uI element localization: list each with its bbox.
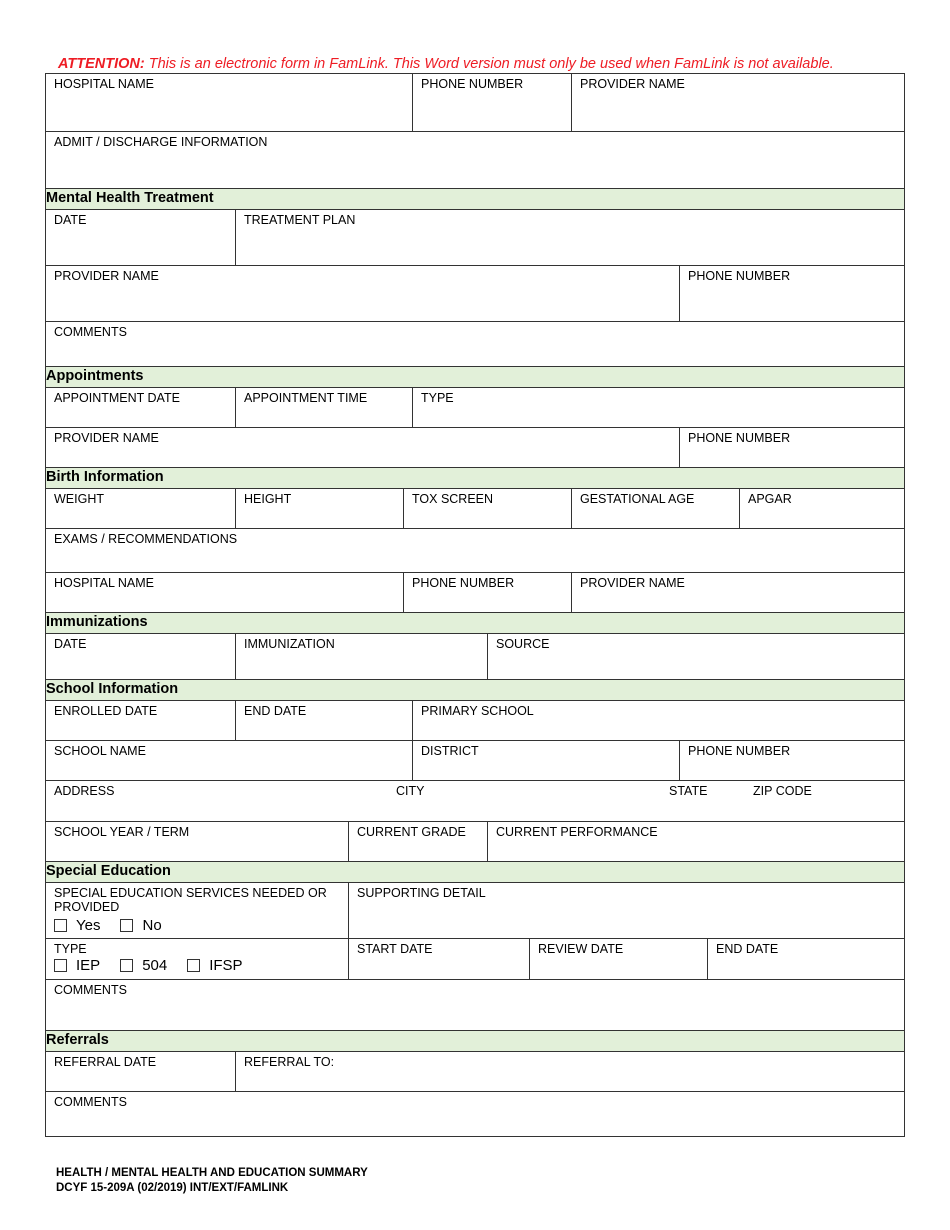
sped-comments-label: COMMENTS [54,983,127,997]
immunization-row [46,633,904,679]
tox-screen-field[interactable] [403,489,571,528]
school-name-field[interactable] [46,741,412,780]
gestational-age-label: GESTATIONAL AGE [580,492,695,506]
referral-row-1 [46,1051,904,1091]
admit-discharge-field[interactable] [46,132,904,188]
section-school-information [46,679,904,700]
birth-row-2 [46,528,904,572]
primary-school-field[interactable] [412,701,904,740]
tox-screen-label: TOX SCREEN [412,492,494,506]
section-immunizations [46,612,904,633]
school-row-3 [46,780,904,821]
immunization-label: IMMUNIZATION [244,637,335,651]
school-name-label: SCHOOL NAME [54,744,146,758]
weight-field[interactable] [46,489,235,528]
services-needed-label: SPECIAL EDUCATION SERVICES NEEDED OR PROVIDED [54,886,327,914]
ifsp-label: IFSP [209,957,243,974]
state-label: STATE [669,784,708,798]
height-label: HEIGHT [244,492,292,506]
appt-phone-number-label: PHONE NUMBER [688,431,791,445]
yes-checkbox[interactable] [54,919,67,932]
no-checkbox[interactable] [120,919,133,932]
sped-type-field [46,939,348,979]
current-grade-field[interactable] [348,822,487,861]
attention-notice [58,56,834,72]
imm-date-field[interactable] [46,634,235,679]
birth-phone-number-label: PHONE NUMBER [412,576,515,590]
mh-phone-number-field[interactable] [679,266,904,321]
ifsp-option[interactable] [187,957,242,974]
section-title: Special Education [46,863,171,879]
sped-row-1 [46,882,904,938]
phone-number-label: PHONE NUMBER [421,77,524,91]
provider-name-field[interactable] [571,74,904,131]
referral-date-label: REFERRAL DATE [54,1055,157,1069]
hospital-name-field[interactable] [46,74,412,131]
section-birth-information [46,467,904,488]
city-label: CITY [396,784,425,798]
form-footer [56,1166,368,1196]
referral-comments-field[interactable] [46,1092,904,1136]
apgar-label: APGAR [748,492,792,506]
504-option[interactable] [120,957,167,974]
section-special-education [46,861,904,882]
zip-code-field[interactable] [745,781,904,821]
504-checkbox[interactable] [120,959,133,972]
admit-discharge-label: ADMIT / DISCHARGE INFORMATION [54,135,268,149]
appt-provider-name-label: PROVIDER NAME [54,431,159,445]
appointment-time-label: APPOINTMENT TIME [244,391,368,405]
source-label: SOURCE [496,637,550,651]
appointment-type-label: TYPE [421,391,454,405]
current-performance-field[interactable] [487,822,904,861]
footer-title: HEALTH / MENTAL HEALTH AND EDUCATION SUMMARY [56,1167,368,1179]
section-title: School Information [46,681,179,697]
services-checkbox-group [54,917,340,934]
mh-provider-name-field[interactable] [46,266,679,321]
appt-row-2 [46,427,904,467]
ifsp-checkbox[interactable] [187,959,200,972]
weight-label: WEIGHT [54,492,104,506]
school-year-term-label: SCHOOL YEAR / TERM [54,825,190,839]
services-needed-field [46,883,348,938]
hospital-name-label: HOSPITAL NAME [54,77,155,91]
birth-provider-name-label: PROVIDER NAME [580,576,685,590]
attention-label: ATTENTION: [58,56,145,72]
address-label: ADDRESS [54,784,115,798]
district-field[interactable] [412,741,679,780]
birth-row-3 [46,572,904,612]
section-title: Birth Information [46,469,164,485]
school-phone-number-label: PHONE NUMBER [688,744,791,758]
source-field[interactable] [487,634,904,679]
admit-row [46,131,904,188]
start-date-field[interactable] [348,939,529,979]
phone-number-field[interactable] [412,74,571,131]
review-date-label: REVIEW DATE [538,942,624,956]
current-grade-label: CURRENT GRADE [357,825,466,839]
section-title: Immunizations [46,614,148,630]
section-title: Appointments [46,368,144,384]
mh-date-label: DATE [54,213,87,227]
sped-row-2 [46,938,904,979]
no-label: No [142,917,162,934]
yes-option[interactable] [54,917,100,934]
appt-phone-number-field[interactable] [679,428,904,467]
school-phone-number-field[interactable] [679,741,904,780]
enrolled-date-field[interactable] [46,701,235,740]
zip-code-label: ZIP CODE [753,784,812,798]
appointment-date-field[interactable] [46,388,235,427]
district-label: DISTRICT [421,744,479,758]
current-performance-label: CURRENT PERFORMANCE [496,825,658,839]
review-date-field[interactable] [529,939,707,979]
provider-name-label: PROVIDER NAME [580,77,685,91]
504-label: 504 [142,957,168,974]
mh-phone-number-label: PHONE NUMBER [688,269,791,283]
no-option[interactable] [120,917,161,934]
supporting-detail-field[interactable] [348,883,904,938]
birth-hospital-name-field[interactable] [46,573,403,612]
type-checkbox-group [54,957,340,974]
immunization-field[interactable] [235,634,487,679]
height-field[interactable] [235,489,403,528]
imm-date-label: DATE [54,637,87,651]
sped-end-date-field[interactable] [707,939,904,979]
yes-label: Yes [76,917,101,934]
school-row-4 [46,821,904,861]
apgar-field[interactable] [739,489,904,528]
sped-row-3 [46,979,904,1030]
exams-recommendations-label: EXAMS / RECOMMENDATIONS [54,532,238,546]
section-mental-health [46,188,904,209]
birth-hospital-name-label: HOSPITAL NAME [54,576,155,590]
appointment-date-label: APPOINTMENT DATE [54,391,180,405]
section-appointments [46,366,904,387]
treatment-plan-field[interactable] [235,210,904,265]
mh-comments-field[interactable] [46,322,904,366]
birth-row-1 [46,488,904,528]
section-referrals [46,1030,904,1051]
iep-label: IEP [76,957,101,974]
exams-recommendations-field[interactable] [46,529,904,572]
appointment-time-field[interactable] [235,388,412,427]
start-date-label: START DATE [357,942,433,956]
summary-form [45,73,905,1137]
sped-end-date-label: END DATE [716,942,779,956]
supporting-detail-label: SUPPORTING DETAIL [357,886,486,900]
mh-row-2 [46,265,904,321]
end-date-field[interactable] [235,701,412,740]
mh-row-1 [46,209,904,265]
birth-provider-name-field[interactable] [571,573,904,612]
attention-text: This is an electronic form in FamLink. This Word version must only be used when FamLink is not available. [144,56,834,72]
iep-option[interactable] [54,957,100,974]
referral-to-label: REFERRAL TO: [244,1055,335,1069]
iep-checkbox[interactable] [54,959,67,972]
appt-provider-name-field[interactable] [46,428,679,467]
sped-comments-field[interactable] [46,980,904,1030]
treatment-plan-label: TREATMENT PLAN [244,213,356,227]
section-title: Mental Health Treatment [46,190,214,206]
enrolled-date-label: ENROLLED DATE [54,704,158,718]
gestational-age-field[interactable] [571,489,739,528]
state-field[interactable] [661,781,745,821]
referral-comments-label: COMMENTS [54,1095,127,1109]
birth-phone-number-field[interactable] [403,573,571,612]
end-date-label: END DATE [244,704,307,718]
section-title: Referrals [46,1032,109,1048]
school-year-term-field[interactable] [46,822,348,861]
referral-date-field[interactable] [46,1052,235,1091]
appointment-type-field[interactable] [412,388,904,427]
primary-school-label: PRIMARY SCHOOL [421,704,534,718]
school-row-2 [46,740,904,780]
city-field[interactable] [388,781,661,821]
address-field[interactable] [46,781,388,821]
mh-comments-label: COMMENTS [54,325,127,339]
mh-date-field[interactable] [46,210,235,265]
hospital-row [46,74,904,131]
school-row-1 [46,700,904,740]
mh-provider-name-label: PROVIDER NAME [54,269,159,283]
footer-form-id: DCYF 15-209A (02/2019) INT/EXT/FAMLINK [56,1182,289,1194]
appt-row-1 [46,387,904,427]
referral-row-2 [46,1091,904,1136]
sped-type-label: TYPE [54,942,87,956]
referral-to-field[interactable] [235,1052,904,1091]
mh-row-3 [46,321,904,366]
